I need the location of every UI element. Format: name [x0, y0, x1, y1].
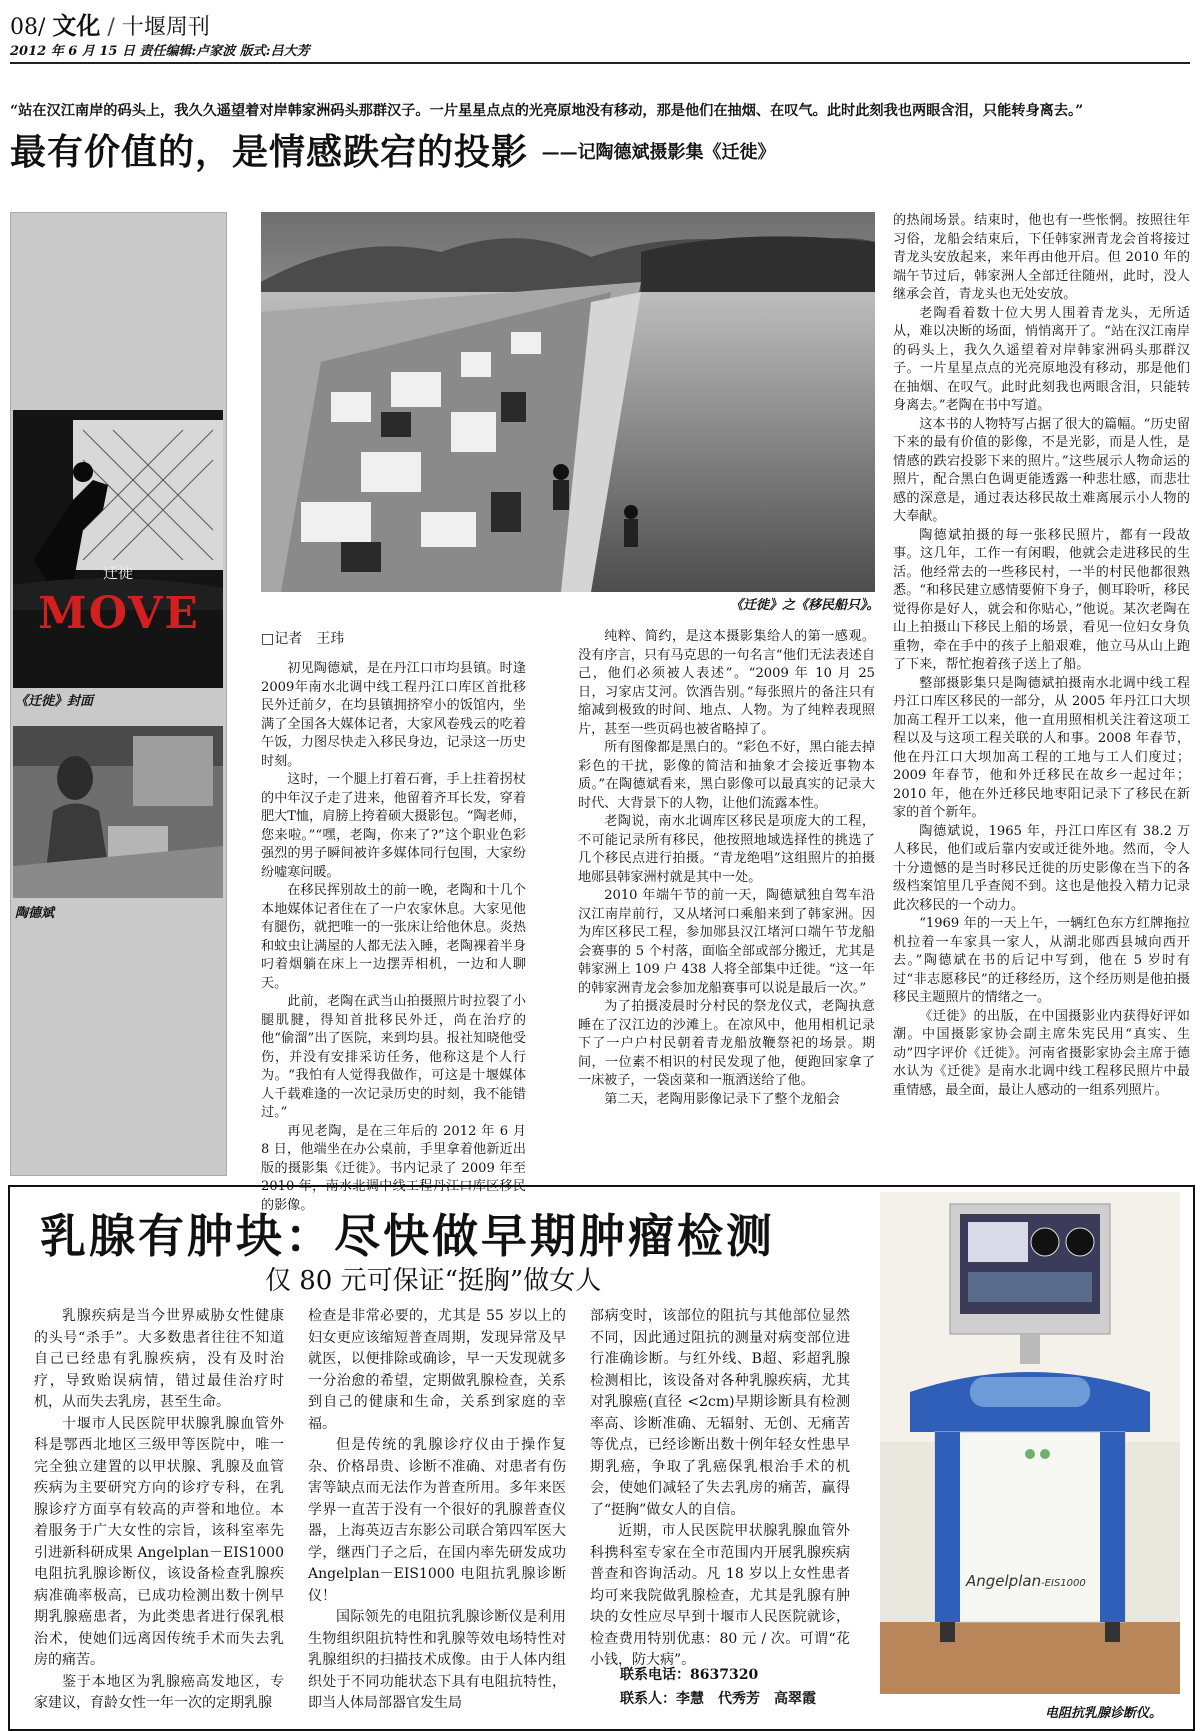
device-caption: 电阻抗乳腺诊断仪。: [1045, 1706, 1163, 1721]
book-cover-image: [13, 410, 223, 688]
article-column-2: [578, 628, 875, 1109]
device-brand-name: Angelplan: [966, 1572, 1042, 1590]
ad-column-2: [308, 1306, 566, 1715]
paragraph: 第二天，老陶用影像记录下了整个龙船会: [604, 1091, 840, 1107]
issue-meta: 2012 年 6 月 15 日 责任编辑:卢家波 版式:吕大芳: [10, 44, 310, 59]
paragraph: 老陶说，南水北调库区移民是项庞大的工程，不可能记录所有移民，他按照地域选择性的挑选了几个移民点进行拍摄。“青龙绝唱”这组照片的拍摄地郧县韩家洲村就是其中一处。: [578, 814, 875, 885]
migrant-boat-photo: [261, 212, 875, 592]
paragraph: 陶德斌说，1965 年，丹江口库区有 38.2 万人移民，他们或后靠内安或迁徙外地。然而，令人十分遗憾的是当时移民迁徙的历史影像在当下的各级档案馆里几乎查阅不到。这也是他投入精力记录此次移民的一个动力。: [893, 823, 1190, 913]
device-brand: [966, 1572, 1086, 1590]
paragraph: 2010 年端午节的前一天，陶德斌独自驾车沿汉江南岸前行，又从堵河口乘船来到了韩家洲。因为库区移民工程，参加郧县汉江堵河口端午节龙船会赛事的 5 个村落，面临全部或部分搬迁，尤其是韩家洲上 109 户 438 人将全部集中迁徙。“这一年的韩家洲青龙会参加龙船赛事可以说是最后一次。”: [578, 888, 875, 996]
masthead-slash: /: [107, 15, 115, 40]
portrait-image: [13, 726, 223, 898]
paragraph: 《迁徙》的出版，在中国摄影业内获得好评如潮。中国摄影家协会副主席朱宪民用“真实、生动”四字评价《迁徙》。河南省摄影家协会主席于德水认为《迁徙》是南水北调中线工程移民照片中最重情感，最全面，最让人感动的一组系列照片。: [893, 1008, 1190, 1098]
headline-sub: ——记陶德斌摄影集《迁徙》: [541, 142, 776, 163]
headline-main: 最有价值的，是情感跌宕的投影: [10, 131, 529, 173]
paragraph: 整部摄影集只是陶德斌拍摄南水北调中线工程丹江口库区移民的一部分，从 2005 年丹江口大坝加高工程开工以来，他一直用照相机关注着这项工程以及与这项工程关联的人和事。2008 年春节，他在丹江口大坝加高工程的工地与工人们度过；2009 年春节，他和外迁移民在故乡一起过年；2010 年，他在外迁移民地枣阳记录下了移民在新家的首个新年。: [893, 675, 1190, 820]
paragraph: 的热闹场景。结束时，他也有一些怅惘。按照往年习俗，龙船会结束后，下任韩家洲青龙会首将接过青龙头安放起来，来年再由他开启。但 2010 年的端午节过后，韩家洲人全部迁往随州，此时，没人继承会首，青龙头也无处安放。: [893, 213, 1190, 302]
lead-quote: “站在汉江南岸的码头上，我久久遥望着对岸韩家洲码头那群汉子。一片星星点点的光亮原地没有移动，那是他们在抽烟、在叹气。此时此刻我也两眼含泪，只能转身离去。”: [10, 103, 1084, 119]
paragraph: 鉴于本地区为乳腺癌高发地区，专家建议，育龄女性一年一次的定期乳腺: [34, 1673, 284, 1711]
ad-subtitle: 仅 80 元可保证“挺胸”做女人: [265, 1266, 602, 1296]
boat-photo-art: [261, 212, 875, 592]
photo-caption: 《迁徙》之《移民船只》。: [730, 598, 880, 613]
device-model: -EIS1000: [1041, 1578, 1086, 1589]
book-cover-art: [13, 410, 223, 688]
contact-phone: 联系电话：8637320: [620, 1667, 759, 1683]
ad-column-3: [590, 1306, 850, 1672]
paragraph: 部病变时，该部位的阻抗与其他部位显然不同，因此通过阻抗的测量对病变部位进行准确诊断。与红外线、B超、彩超乳腺检测相比，该设备对各种乳腺疾病，尤其对乳腺癌(直径 <2cm)早期诊断具有检测率高、诊断准确、无辐射、无创、无痛苦等优点，已经诊断出数十例年轻女性患早期乳癌，争取了乳癌保乳根治手术的机会，使她们减轻了失去乳房的痛苦，赢得了“挺胸”做女人的自信。: [590, 1308, 850, 1518]
section-name: 文化: [52, 11, 101, 40]
ad-title: 乳腺有肿块：尽快做早期肿瘤检测: [40, 1209, 775, 1263]
paragraph: 纯粹、简约，是这本摄影集给人的第一感观。没有序言，只有马克思的一句名言“他们无法表述自己，他们必须被人表述”。“2009 年 10 月 25 日，习家店艾河。饮酒告别。”每张照片的备注只有缩减到极致的时间、地点、人物。为了纯粹表现照片，甚至一些页码也被省略掉了。: [578, 629, 875, 737]
paragraph: 乳腺疾病是当今世界威胁女性健康的头号“杀手”。大多数患者往往不知道自己已经患有乳腺疾病，没有及时治疗，导致贻误病情，错过最佳治疗时机，从而失去乳房，甚至生命。: [34, 1308, 284, 1410]
cover-word: MOVE: [38, 588, 200, 639]
paragraph: 近期，市人民医院甲状腺乳腺血管外科携科室专家在全市范围内开展乳腺疾病普查和咨询活动。凡 18 岁以上女性患者均可来我院做乳腺检查，尤其是乳腺有肿块的女性应尽早到十堰市人民医院就诊，检查费用特别优惠：80 元 / 次。可谓“花小钱，防大病”。: [590, 1523, 850, 1668]
article-column-3: [893, 212, 1190, 1100]
paragraph: 但是传统的乳腺诊疗仪由于操作复杂、价格昂贵、诊断不准确、对患者有伤害等缺点而无法作为普查所用。多年来医学界一直苦于没有一个很好的乳腺普查仪器，上海英迈吉东影公司联合第四军医大学，继西门子之后，在国内率先研发成功 Angelplan－EIS1000 电阻抗乳腺诊断仪！: [308, 1437, 566, 1604]
paragraph: 十堰市人民医院甲状腺乳腺血管外科是鄂西北地区三级甲等医院中，唯一完全独立建置的以甲状腺、乳腺及血管疾病为主要研究方向的诊疗专科，在乳腺诊疗方面享有较高的声誉和地位。本着服务于广大女性的宗旨，该科室率先引进新科研成果 Angelplan－EIS1000 电阻抗乳腺诊断仪，该设备检查乳腺疾病准确率极高，已成功检测出数十例早期乳腺癌患者，为此类患者进行保乳根治术，使她们远离因传统手术而失去乳房的痛苦。: [34, 1415, 284, 1668]
header-rule: [10, 62, 1190, 64]
device-photo: [880, 1192, 1180, 1694]
paper-name: 十堰周刊: [121, 15, 210, 40]
portrait-caption: 陶德斌: [15, 906, 55, 921]
byline: □记者 王玮: [261, 631, 345, 647]
paragraph: 再见老陶，是在三年后的 2012 年 6 月 8 日，他端坐在办公桌前，手里拿着他新近出版的摄影集《迁徙》。书内记录了 2009 年至 2010 年，南水北调中线工程丹江口库区移民的影像。: [261, 1123, 526, 1213]
portrait-art: [13, 726, 223, 898]
article-headline: [10, 124, 776, 175]
paragraph: “1969 年的一天上午，一辆红色东方红牌拖拉机拉着一车家具一家人，从湖北郧西县城向西开去。”陶德斌在书的后记中写到，他在 5 岁时有过“非志愿移民”的迁移经历，这个经历则是他拍摄移民主题照片的情绪之一。: [893, 916, 1190, 1005]
device-art: [880, 1192, 1180, 1694]
paragraph: 老陶看着数十位大男人围着青龙头，无所适从，难以决断的场面，悄悄离开了。“站在汉江南岸的码头上，我久久遥望着对岸韩家洲码头那群汉子。一片星星点点的光亮原地没有移动，那是他们在抽烟、在叹气。此时此刻我也两眼含泪，只能转身离去。”老陶在书中写道。: [893, 305, 1190, 413]
masthead: [10, 6, 210, 41]
paragraph: 国际领先的电阻抗乳腺诊断仪是利用生物组织阻抗特性和乳腺等效电场特性对乳腺组织的扫描技术成像。由于人体内组织处于不同功能状态下具有电阻抗特性，即当人体局部器官发生局: [308, 1609, 566, 1711]
paragraph: 这时，一个腿上打着石膏，手上拄着拐杖的中年汉子走了进来，他留着齐耳长发，穿着肥大T恤，肩膀上挎着硕大摄影包。“陶老师，您来啦。”“嘿，老陶，你来了?”这个职业色彩强烈的男子瞬间被许多媒体同行包围，大家纷纷嘘寒问暖。: [261, 772, 526, 880]
contact-people: 联系人：李慧 代秀芳 高翠霞: [620, 1691, 816, 1707]
ad-column-1: [34, 1306, 284, 1715]
paragraph: 在移民挥别故土的前一晚，老陶和十几个本地媒体记者住在了一户农家休息。大家见他有腿伤，就把唯一的一张床让给他休息。炎热和蚊虫让满屋的人都无法入睡，老陶裸着半身叼着烟躺在床上一边摆弄相机，一边和人聊天。: [261, 883, 526, 991]
article-column-1: [261, 660, 526, 1215]
paragraph: 为了拍摄凌晨时分村民的祭龙仪式，老陶执意睡在了汉江边的沙滩上。在凉风中，他用相机记录下了一户户村民朝着青龙船放鞭祭祀的场景。期间，一位素不相识的村民发现了他，便跑回家拿了一床被子，一袋卤菜和一瓶酒送给了他。: [578, 999, 875, 1088]
paragraph: 所有图像都是黑白的。“彩色不好，黑白能去掉彩色的干扰，影像的简洁和抽象才会接近事物本质。”在陶德斌看来，黑白影像可以最真实的记录大时代、大背景下的人物，让他们流露本性。: [578, 740, 875, 811]
cover-caption: 《迁徙》封面: [15, 694, 94, 709]
paragraph: 陶德斌拍摄的每一张移民照片，都有一段故事。这几年，工作一有闲暇，他就会走进移民的生活。他经常去的一些移民村，一半的村民他都很熟悉。“和移民建立感情要俯下身子，侧耳聆听，移民觉得你是好人，就会和你贴心，”他说。某次老陶在山上拍摄山下移民上船的场景，看见一位妇女身负重物，牵在手中的孩子上船艰难，他立马从山上跑了下来，帮忙抱着孩子送上了船。: [893, 527, 1190, 672]
paragraph: 此前，老陶在武当山拍摄照片时拉裂了小腿肌腱，得知首批移民外迁，尚在治疗的他“偷溜”出了医院，来到均县。报社知晓他受伤，并没有安排采访任务，他称这是个人行为。“我怕有人觉得我做作，可这是十堰媒体人千载难逢的一次记录历史的时刻，我不能错过。”: [261, 994, 526, 1120]
paragraph: 初见陶德斌，是在丹江口市均县镇。时逢2009年南水北调中线工程丹江口库区首批移民外迁前夕，在均县镇拥挤窄小的饭馆内，坐满了全国各大媒体记者，大家风卷残云的吃着午饭，力图尽快走入移民身边，记录这一历史时刻。: [261, 661, 526, 769]
cover-title: 迁徙: [102, 564, 133, 582]
paragraph: 检查是非常必要的，尤其是 55 岁以上的妇女更应该缩短普查周期，发现异常及早就医，以便排除或确诊，早一天发现就多一分治愈的希望，定期做乳腺检查，关系到自己的健康和生命，关系到家庭的幸福。: [308, 1308, 566, 1432]
paragraph: 这本书的人物特写占据了很大的篇幅。“历史留下来的最有价值的影像，不是光影，而是人性，是情感的跌宕投影下来的照片。”这些展示人物命运的照片，配合黑白色调更能透露一种悲壮感，而悲壮感的深意是，通过表达移民故土难离展示小人物的大奉献。: [893, 416, 1190, 524]
page-number: 08/: [10, 15, 46, 40]
